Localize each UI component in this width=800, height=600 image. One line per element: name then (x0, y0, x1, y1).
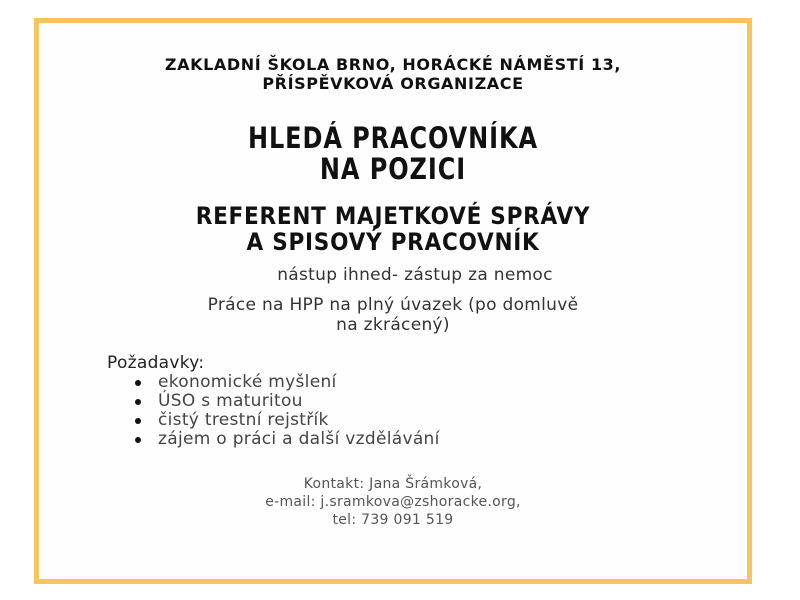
position-title (74, 203, 711, 255)
requirement-text: zájem o práci a další vzdělávání (158, 429, 440, 449)
bullet-icon (135, 380, 141, 386)
contact-email: e-mail: j.sramkova@zshoracke.org, (265, 494, 521, 510)
requirement-item (107, 411, 440, 430)
school-name (39, 55, 747, 93)
headline-line-1: HLEDÁ PRACOVNÍKA (247, 121, 539, 155)
contract-line-2: na zkrácený) (336, 315, 450, 335)
contact-info (39, 475, 747, 529)
requirement-text: ÚSO s maturitou (158, 391, 303, 411)
contract-line-1: Práce na HPP na plný úvazek (po domluvě (207, 295, 579, 315)
requirement-item (107, 373, 440, 392)
requirements-title: Požadavky: (107, 353, 205, 373)
poster-frame (34, 18, 752, 584)
requirement-text: čistý trestní rejstřík (158, 410, 329, 430)
contract-text (39, 295, 747, 335)
requirement-item (107, 392, 440, 411)
bullet-icon (135, 399, 141, 405)
contact-phone: tel: 739 091 519 (332, 512, 454, 528)
requirement-text: ekonomické myšlení (158, 372, 337, 392)
school-name-line-2: PŘÍSPĚVKOVÁ ORGANIZACE (262, 74, 524, 93)
position-title-line-2: A SPISOVÝ PRACOVNÍK (246, 228, 540, 256)
poster-content (39, 23, 747, 579)
headline-line-2: NA POZICI (319, 152, 467, 186)
bullet-icon (135, 418, 141, 424)
start-date-text: nástup ihned- zástup za nemoc (277, 265, 553, 285)
bullet-icon (135, 437, 141, 443)
school-name-line-1: ZAKLADNÍ ŠKOLA BRNO, HORÁCKÉ NÁMĚSTÍ 13, (164, 55, 622, 74)
requirements-list (107, 373, 440, 449)
position-title-line-1: REFERENT MAJETKOVÉ SPRÁVY (195, 202, 591, 230)
contact-name: Kontakt: Jana Šrámková, (303, 476, 483, 492)
headline (67, 123, 718, 185)
requirement-item (107, 430, 440, 449)
requirements-section (107, 353, 440, 449)
